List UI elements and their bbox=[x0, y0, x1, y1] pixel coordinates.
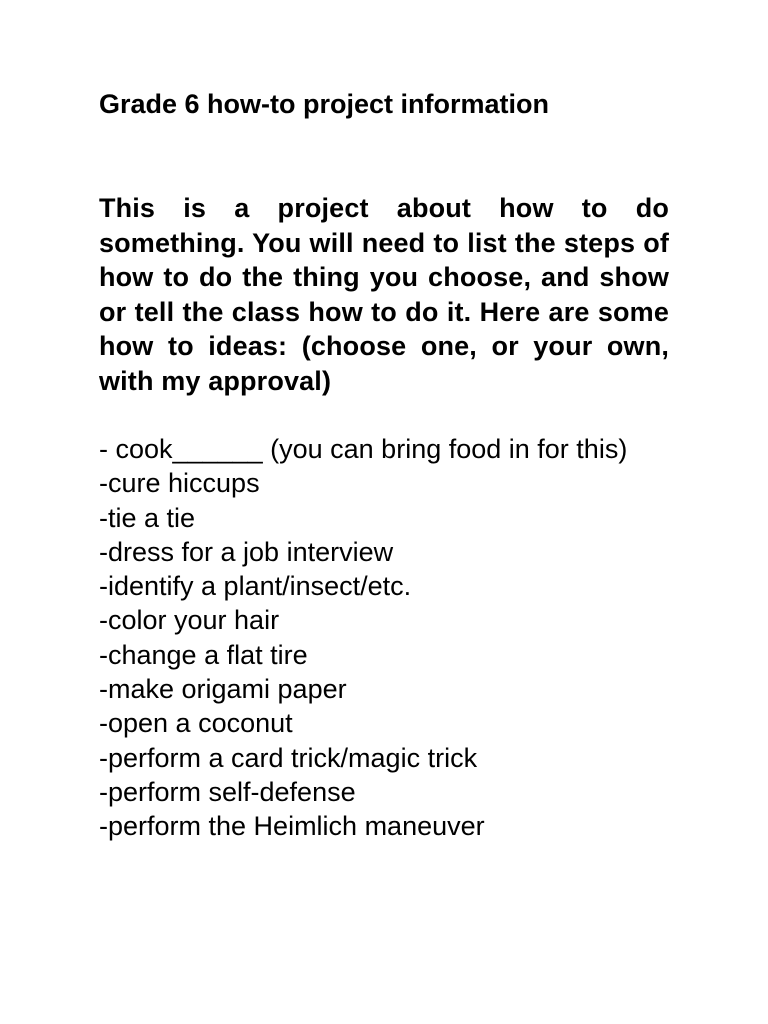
list-item: -tie a tie bbox=[99, 502, 196, 533]
ideas-items bbox=[99, 466, 669, 843]
list-item: -identify a plant/insect/etc. bbox=[99, 571, 412, 602]
list-item: -change a flat tire bbox=[99, 639, 308, 670]
list-item-cook: - cook______ (you can bring food in for this) bbox=[99, 434, 628, 464]
document-page bbox=[99, 86, 669, 844]
list-item: -perform the Heimlich maneuver bbox=[99, 811, 485, 842]
list-item: -make origami paper bbox=[99, 674, 347, 705]
list-item: -cure hiccups bbox=[99, 468, 260, 499]
list-item: -open a coconut bbox=[99, 708, 293, 739]
ideas-list bbox=[99, 432, 669, 844]
list-item: -perform self-defense bbox=[99, 776, 356, 807]
list-item: -perform a card trick/magic trick bbox=[99, 742, 478, 773]
intro-paragraph: This is a project about how to do something. You will need to list the steps of how to do the thing you choose, and show or tell the class how to do it. Here are some how to ideas: (choose one, or your own, with my approval) bbox=[99, 193, 669, 396]
document-title: Grade 6 how-to project information bbox=[99, 89, 550, 119]
list-item: -color your hair bbox=[99, 605, 280, 636]
list-item: -dress for a job interview bbox=[99, 536, 394, 567]
